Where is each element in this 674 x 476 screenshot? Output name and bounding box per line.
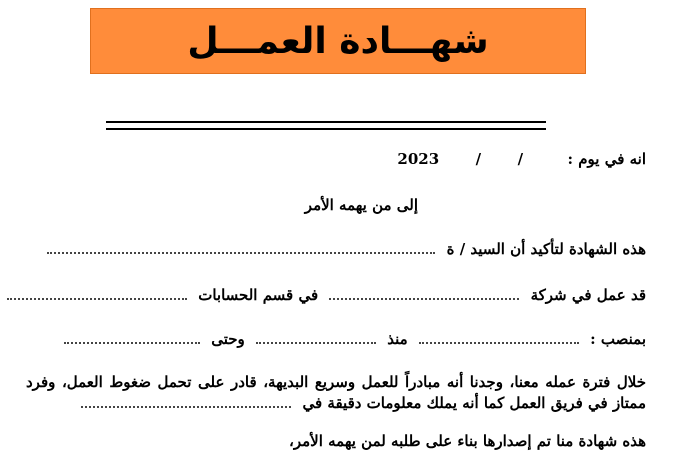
position-label: بمنصب : [590, 330, 646, 348]
date-label: انه في يوم : [567, 150, 646, 168]
date-slash-1: / [517, 150, 524, 168]
to-whom-heading: إلى من يهمه الأمر [304, 196, 418, 214]
paragraph-text: خلال فترة عمله معنا، وجدنا أنه مبادراً للعمل وسريع البديهة، قادر على تحمل ضغوط العمل، وفرد ممتاز في فريق العمل كما أنه يملك معلومات دقيقة في [26, 373, 646, 412]
department-blank [7, 297, 187, 300]
department-text: في قسم الحسابات [198, 286, 319, 304]
body-paragraph [26, 372, 646, 414]
document-title: شهـــادة العمـــل [187, 20, 489, 62]
position-blank [419, 341, 579, 344]
name-blank [47, 251, 435, 254]
date-year: 2023 [397, 150, 440, 168]
date-slash-2: / [475, 150, 482, 168]
divider-line-1 [106, 121, 546, 123]
company-line [7, 286, 646, 304]
since-label: منذ [387, 330, 408, 348]
until-label: وحتى [211, 330, 245, 348]
until-blank [64, 341, 200, 344]
title-banner [90, 8, 586, 74]
position-line [64, 330, 646, 348]
date-line [397, 150, 646, 168]
company-blank [329, 297, 519, 300]
closing-line: هذه شهادة منا تم إصدارها بناء على طلبه لمن يهمه الأمر، [289, 432, 646, 450]
divider-line-2 [106, 128, 546, 130]
certify-line [47, 240, 646, 258]
certify-text: هذه الشهادة لتأكيد أن السيد / ة [446, 240, 646, 258]
since-blank [256, 341, 376, 344]
worked-at-text: قد عمل في شركة [530, 286, 646, 304]
skills-blank [81, 405, 291, 408]
